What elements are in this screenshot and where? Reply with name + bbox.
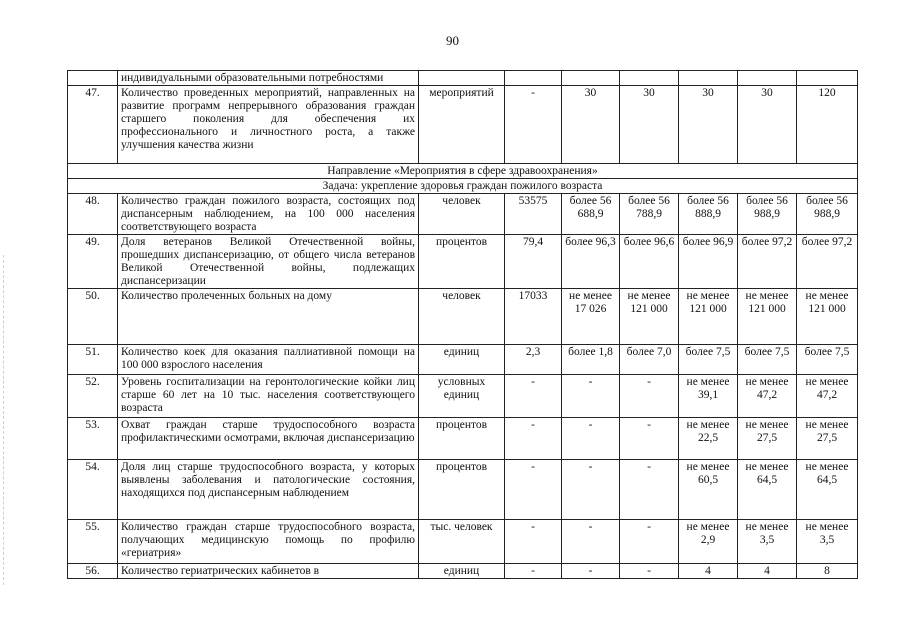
table-row bbox=[68, 520, 858, 564]
unit-of-measure: тыс. человек bbox=[419, 520, 505, 564]
table-row bbox=[68, 289, 858, 345]
indicators-table-body bbox=[68, 71, 858, 579]
table-row bbox=[68, 460, 858, 520]
table-row bbox=[68, 418, 858, 460]
indicator-name: Количество пролеченных больных на дому bbox=[118, 289, 419, 345]
base-value: - bbox=[505, 564, 562, 579]
row-number: 55. bbox=[68, 520, 118, 564]
target-value: 4 bbox=[679, 564, 738, 579]
target-value: более 97,2 bbox=[738, 235, 797, 289]
target-value: - bbox=[620, 418, 679, 460]
unit-of-measure: процентов bbox=[419, 460, 505, 520]
target-value: более 56 688,9 bbox=[562, 194, 620, 235]
target-value: - bbox=[562, 520, 620, 564]
target-value: 30 bbox=[562, 86, 620, 164]
unit-of-measure: условных единиц bbox=[419, 375, 505, 418]
target-value: не менее 60,5 bbox=[679, 460, 738, 520]
target-value: не менее 27,5 bbox=[797, 418, 858, 460]
indicator-name: Количество коек для оказания паллиативной помощи на 100 000 взрослого населения bbox=[118, 345, 419, 375]
target-value: более 7,5 bbox=[738, 345, 797, 375]
target-value: не менее 47,2 bbox=[738, 375, 797, 418]
target-value: 30 bbox=[679, 86, 738, 164]
table-row bbox=[68, 235, 858, 289]
base-value: - bbox=[505, 418, 562, 460]
section-title: Направление «Мероприятия в сфере здравоохранения» bbox=[68, 164, 858, 179]
indicator-name: индивидуальными образовательными потребностями bbox=[118, 71, 419, 86]
table-row bbox=[68, 564, 858, 579]
target-value: - bbox=[562, 418, 620, 460]
target-value: более 97,2 bbox=[797, 235, 858, 289]
target-value: - bbox=[620, 460, 679, 520]
target-value bbox=[679, 71, 738, 86]
target-value: 120 bbox=[797, 86, 858, 164]
target-value: не менее 39,1 bbox=[679, 375, 738, 418]
target-value: не менее 121 000 bbox=[679, 289, 738, 345]
target-value: более 96,3 bbox=[562, 235, 620, 289]
indicator-name: Количество граждан пожилого возраста, состоящих под диспансерным наблюдением, на 100 000 населения соответствующего возраста bbox=[118, 194, 419, 235]
row-number: 49. bbox=[68, 235, 118, 289]
row-number: 54. bbox=[68, 460, 118, 520]
section-title: Задача: укрепление здоровья граждан пожилого возраста bbox=[68, 179, 858, 194]
target-value: не менее 2,9 bbox=[679, 520, 738, 564]
page-number: 90 bbox=[446, 33, 459, 48]
row-number: 51. bbox=[68, 345, 118, 375]
indicator-name: Количество граждан старше трудоспособного возраста, получающих медицинскую помощь по профилю «гериатрия» bbox=[118, 520, 419, 564]
target-value: более 56 788,9 bbox=[620, 194, 679, 235]
indicator-name: Количество проведенных мероприятий, направленных на развитие программ непрерывного образования граждан старшего поколения для обеспечения их профессионального и личностного роста, а также улучшения качества жизни bbox=[118, 86, 419, 164]
table-row bbox=[68, 375, 858, 418]
base-value: 2,3 bbox=[505, 345, 562, 375]
target-value: - bbox=[620, 520, 679, 564]
target-value: не менее 27,5 bbox=[738, 418, 797, 460]
unit-of-measure: человек bbox=[419, 194, 505, 235]
base-value: - bbox=[505, 375, 562, 418]
unit-of-measure: единиц bbox=[419, 564, 505, 579]
target-value: не менее 121 000 bbox=[620, 289, 679, 345]
indicator-name: Количество гериатрических кабинетов в bbox=[118, 564, 419, 579]
table-row bbox=[68, 345, 858, 375]
row-number bbox=[68, 71, 118, 86]
target-value: - bbox=[562, 460, 620, 520]
target-value: - bbox=[562, 564, 620, 579]
table-row bbox=[68, 194, 858, 235]
unit-of-measure bbox=[419, 71, 505, 86]
section-row bbox=[68, 179, 858, 194]
base-value: 53575 bbox=[505, 194, 562, 235]
target-value: не менее 22,5 bbox=[679, 418, 738, 460]
base-value: - bbox=[505, 520, 562, 564]
target-value: 8 bbox=[797, 564, 858, 579]
unit-of-measure: процентов bbox=[419, 235, 505, 289]
unit-of-measure: человек bbox=[419, 289, 505, 345]
indicator-name: Доля лиц старше трудоспособного возраста, у которых выявлены заболевания и патологические состояния, находящихся под диспансерным наблюдением bbox=[118, 460, 419, 520]
target-value: не менее 121 000 bbox=[797, 289, 858, 345]
target-value: более 56 888,9 bbox=[679, 194, 738, 235]
target-value: - bbox=[562, 375, 620, 418]
unit-of-measure: процентов bbox=[419, 418, 505, 460]
target-value: более 56 988,9 bbox=[738, 194, 797, 235]
target-value bbox=[620, 71, 679, 86]
unit-of-measure: мероприятий bbox=[419, 86, 505, 164]
row-number: 48. bbox=[68, 194, 118, 235]
section-row bbox=[68, 164, 858, 179]
target-value: не менее 17 026 bbox=[562, 289, 620, 345]
row-number: 50. bbox=[68, 289, 118, 345]
target-value: 30 bbox=[620, 86, 679, 164]
target-value bbox=[797, 71, 858, 86]
base-value: 17033 bbox=[505, 289, 562, 345]
target-value bbox=[738, 71, 797, 86]
target-value: более 96,9 bbox=[679, 235, 738, 289]
indicator-name: Уровень госпитализации на геронтологические койки лиц старше 60 лет на 10 тыс. населения соответствующего возраста bbox=[118, 375, 419, 418]
base-value: - bbox=[505, 86, 562, 164]
target-value: не менее 3,5 bbox=[797, 520, 858, 564]
row-number: 53. bbox=[68, 418, 118, 460]
indicators-table bbox=[67, 70, 858, 579]
target-value: не менее 64,5 bbox=[797, 460, 858, 520]
target-value: - bbox=[620, 375, 679, 418]
indicator-name: Охват граждан старше трудоспособного возраста профилактическими осмотрами, включая диспансеризацию bbox=[118, 418, 419, 460]
target-value: более 7,5 bbox=[679, 345, 738, 375]
unit-of-measure: единиц bbox=[419, 345, 505, 375]
indicator-name: Доля ветеранов Великой Отечественной войны, прошедших диспансеризацию, от общего числа ветеранов Великой Отечественной войны, подлежащих диспансеризации bbox=[118, 235, 419, 289]
table-row bbox=[68, 86, 858, 164]
target-value: более 7,5 bbox=[797, 345, 858, 375]
row-number: 56. bbox=[68, 564, 118, 579]
target-value: не менее 47,2 bbox=[797, 375, 858, 418]
target-value: - bbox=[620, 564, 679, 579]
target-value bbox=[562, 71, 620, 86]
target-value: более 56 988,9 bbox=[797, 194, 858, 235]
target-value: более 96,6 bbox=[620, 235, 679, 289]
target-value: не менее 121 000 bbox=[738, 289, 797, 345]
scan-margin-line bbox=[3, 255, 4, 585]
base-value bbox=[505, 71, 562, 86]
table-row bbox=[68, 71, 858, 86]
row-number: 52. bbox=[68, 375, 118, 418]
base-value: 79,4 bbox=[505, 235, 562, 289]
target-value: более 7,0 bbox=[620, 345, 679, 375]
target-value: 30 bbox=[738, 86, 797, 164]
target-value: не менее 3,5 bbox=[738, 520, 797, 564]
base-value: - bbox=[505, 460, 562, 520]
row-number: 47. bbox=[68, 86, 118, 164]
target-value: 4 bbox=[738, 564, 797, 579]
target-value: не менее 64,5 bbox=[738, 460, 797, 520]
target-value: более 1,8 bbox=[562, 345, 620, 375]
